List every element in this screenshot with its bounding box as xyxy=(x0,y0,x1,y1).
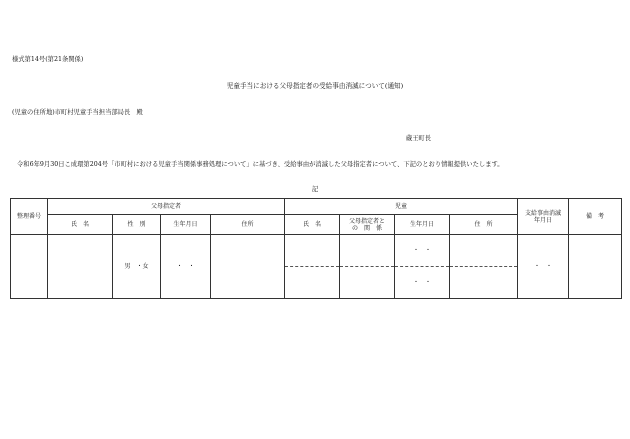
cell-biko xyxy=(569,235,622,299)
header-seiri-bango: 整理番号 xyxy=(11,199,48,235)
cell-parent-birth: ・ ・ xyxy=(161,235,211,299)
header-parent-sex: 性 別 xyxy=(113,215,161,235)
header-end-date: 支給事由消滅 年月日 xyxy=(518,199,569,235)
sender-line: 蔵王町長 xyxy=(405,135,431,142)
header-child-address: 住 所 xyxy=(450,215,518,235)
document-title: 児童手当における父母指定者の受給事由消滅について(通知) xyxy=(226,82,404,90)
cell-parent-name xyxy=(48,235,113,299)
cell-child-relation-1 xyxy=(340,235,395,267)
cell-child-relation-2 xyxy=(340,267,395,299)
header-child-relation: 父母指定者と の 関 係 xyxy=(340,215,395,235)
header-child-birth: 生年月日 xyxy=(395,215,450,235)
header-child-group: 児童 xyxy=(285,199,518,215)
cell-parent-address xyxy=(211,235,285,299)
header-child-name: 氏 名 xyxy=(285,215,340,235)
cell-seiri-bango xyxy=(11,235,48,299)
cell-child-name-2 xyxy=(285,267,340,299)
cell-child-birth-1: ・ ・ xyxy=(395,235,450,267)
cell-child-address-2 xyxy=(450,267,518,299)
header-parent-name: 氏 名 xyxy=(48,215,113,235)
cell-end-date: ・ ・ xyxy=(518,235,569,299)
header-parent-group: 父母指定者 xyxy=(48,199,285,215)
form-number: 様式第14号(第21条関係) xyxy=(12,56,84,63)
header-biko: 備 考 xyxy=(569,199,622,235)
cell-parent-sex: 男 ・女 xyxy=(113,235,161,299)
body-text: 令和6年9月30日こ成環第204号「市町村における児童手当関係事務処理について」に基づき、受給事由が消滅した父母指定者について、下記のとおり情報提供いたします。 xyxy=(17,161,504,168)
recipient-line: (児童の住所地)市町村児童手当担当部局長 殿 xyxy=(12,109,143,116)
cell-child-name-1 xyxy=(285,235,340,267)
notification-table xyxy=(10,198,622,299)
cell-child-address-1 xyxy=(450,235,518,267)
cell-child-birth-2: ・ ・ xyxy=(395,267,450,299)
ki-mark: 記 xyxy=(311,186,319,193)
header-parent-address: 住所 xyxy=(211,215,285,235)
header-parent-birth: 生年月日 xyxy=(161,215,211,235)
